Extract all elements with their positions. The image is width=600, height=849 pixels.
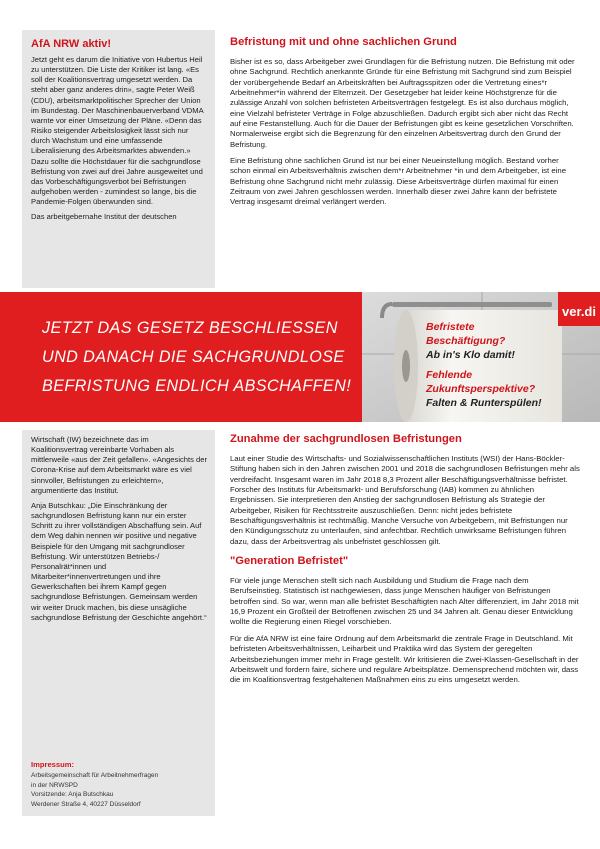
toilet-paper-photo: [362, 292, 600, 422]
sign-line: Beschäftigung?: [426, 335, 506, 347]
impressum-title: Impressum:: [31, 760, 75, 769]
impressum-line: Vorsitzende: Anja Butschkau: [31, 791, 114, 798]
section-heading: Befristung mit und ohne sachlichen Grund: [230, 36, 457, 48]
main-article-bottom: [230, 433, 580, 692]
main-article-top: [230, 36, 580, 214]
sign-line: Fehlende: [426, 369, 473, 381]
article-paragraph: Laut einer Studie des Wirtschafts- und Sozialwissenschaftlichen Instituts (WSI) der Hans-Böckler-Stiftung haben sich in den Jahren zwischen 2001 und 2018 die sachgrundlosen Befristungen mehr als verdreifacht. Insgesamt waren im Jahr 2018 8,3 Prozent aller Beschäftigungsverhältnisse befristet. Forscher des Instituts für Arbeitsmarkt- und Berufsforschung (IAB) kommen zu ähnlichen Ergebnissen. Sie interpretieren den Anstieg der sachgrundlosen Befristung als Strategie der Arbeitgeber, Risiken für Rechtsstreite auszuschließen. Denn: nicht jedes befristete Beschäftigungsverhältnis ist rechtmäßig. Manche Versuche von Arbeitgebern, mit Befristungen nur den Kündigungsschutz zu unterlaufen, sind anfechtbar. Rechtlich unwirksame Befristungen führen dazu, dass der Arbeitsvertrag als unbefristet geschlossen gilt.: [230, 454, 580, 546]
sidebar-paragraph: Das arbeitgebernahe Institut der deutschen: [31, 212, 177, 222]
impressum-line: Werdener Straße 4, 40227 Düsseldorf: [31, 800, 141, 808]
sidebar-paragraph: Anja Butschkau: „Die Einschränkung der sachgrundlosen Befristung kann nur ein erster Schritt zu ihrer vollständigen Abschaffung sein. Auf dem Weg dahin nennen wir positive und negative Beispiele für den Umgang mit sachgrundloser Befristung. Wir unterstützen Betriebs-/ Personalrät*innen und Mitarbeiter*innenvertretungen und ihre Gewerkschaften bei ihrem Kampf gegen sachgrundlose Befristungen. Gemeinsam werden wir weiter Druck machen, bis diese unsägliche sachgrundlose Befristung der Geschichte angehört.“: [31, 500, 207, 622]
sidebar-box-bottom: [22, 430, 215, 816]
sign-line: Falten & Runterspülen!: [426, 397, 542, 409]
toilet-paper-illustration: [362, 292, 600, 422]
sign-line: Ab in's Klo damit!: [426, 349, 515, 361]
article-paragraph: Für viele junge Menschen stellt sich nach Ausbildung und Studium die Frage nach dem Berufseinstieg. Statistisch ist nachgewiesen, dass junge Menschen häufiger von Befristungen betroffen sind. So war, wenn man alle befristet Beschäftigten nach Alter differenziert, im Jahr 2018 mit 16,9 Prozent ein Großteil der Betroffenen zwischen 25 und 34 Jahren alt. Genau dieser Entwicklung wollte die Regierung einen Riegel vorschieben.: [230, 576, 579, 627]
sidebar-title: AfA NRW aktiv!: [31, 38, 112, 50]
impressum-line: Arbeitsgemeinschaft für Arbeitnehmerfragen: [31, 772, 159, 779]
sign-line: Zukunftsperspektive?: [426, 383, 536, 395]
article-paragraph: Bisher ist es so, dass Arbeitgeber zwei Grundlagen für die Befristung nutzen. Die Befristung mit oder ohne Sachgrund. Rechtlich anerkannte Gründe für eine Befristung mit Sachgrund sind zum Beispiel der vorübergehende Bedarf an Arbeitskräften bei Auftragsspitzen oder die Vertretung eines*r Arbeitnehmer*in während der Elternzeit. Der Gesetzgeber hat leider keine Höchstgrenze für die zulässige Anzahl von solchen befristeten Arbeitsverträgen festgelegt. Es ist also durchaus möglich, eine Vielzahl befristeter Verträge in Folge abzuschließen. Dadurch ergibt sich aber nicht das Recht auf eine Festanstellung. Auch für die Dauer der Befristungen gibt es keine gesetzlichen Vorschriften. Normalerweise ergibt sich die Begrenzung für den einzelnen Arbeitsvertrag durch den Grund der Befristung.: [230, 57, 575, 149]
verdi-logo: ver.di: [562, 304, 596, 319]
sidebar-box-top: [22, 30, 215, 288]
article-paragraph: Eine Befristung ohne sachlichen Grund ist nur bei einer Neueinstellung möglich. Bestand vorher schon einmal ein Arbeitsverhältnis zwischen dem*r Arbeitnehmer *in und dem Arbeitgeber, ist eine Befristung ohne Sachgrund nicht mehr zulässig. Diese Arbeitsverträge dürfen maximal für einen Zeitraum von zwei Jahren geschlossen werden. Innerhalb dieser zwei Jahre kann der befristete Vertrag insgesamt dreimal verlängert werden.: [230, 156, 567, 207]
sidebar-paragraph: Wirtschaft (IW) bezeichnete das im Koalitionsvertrag vereinbarte Vorhaben als mittlerweile «aus der Zeit gefallen». «Angesichts der Corona-Krise auf dem Arbeitsmarkt wäre es viel sinnvoller, Befristungen zu erleichtern», argumentierte das Institut.: [31, 435, 208, 495]
section-heading: Zunahme der sachgrundlosen Befristungen: [230, 433, 462, 445]
impressum-line: in der NRWSPD: [31, 781, 78, 789]
impressum: [22, 760, 166, 809]
sidebar-paragraph: Jetzt geht es darum die Initiative von Hubertus Heil zu unterstützen. Die Liste der Kritiker ist lang. «Es soll der Koalitionsvertrag umgesetzt werden. Da steht aber ganz anderes drin», sagte Peter Weiß (CDU), arbeitsmarktpolitischer Sprecher der Union im Bundestag. Der Maschinenbauerverband VDMA warnte vor einer Umsetzung der Pläne. «Denn das Risiko steigender Arbeitslosigkeit lässt sich nur durch Wachstum und eine umfassende Liberalisierung des Arbeitsmarktes abwenden.» Dazu sollte die Höchstdauer für die sachgrundlose Befristung von zwei auf drei Jahre ausgeweitet und das Vorbeschäftigungsverbot bei Befristungen aufgehoben werden - zumindest so lange, bis die Pandemie-Folgen überwunden sind.: [31, 55, 204, 207]
sign-line: Befristete: [426, 321, 475, 333]
article-paragraph: Für die AfA NRW ist eine faire Ordnung auf dem Arbeitsmarkt die zentrale Frage in Deutschland. Mit befristeten Arbeitsverhältnissen, Leiharbeit und Praktika wird das System der geregelten Arbeitsbeziehungen immer mehr in Frage gestellt. Wir kritisieren die Zwei-Klassen-Gesellschaft in der Arbeitswelt und fordern faire, sichere und reguläre Arbeitsplätze. Demensprechend möchten wir, dass die im Koalitionsvertrag festgehaltenen Maßnahmen eins zu eins umgesetzt werden.: [230, 633, 579, 685]
banner-slogan: JETZT DAS GESETZ BESCHLIESSEN UND DANACH DIE SACHGRUNDLOSE BEFRISTUNG ENDLICH ABSCHAFFEN!: [42, 319, 352, 395]
section-heading: "Generation Befristet": [230, 555, 349, 568]
